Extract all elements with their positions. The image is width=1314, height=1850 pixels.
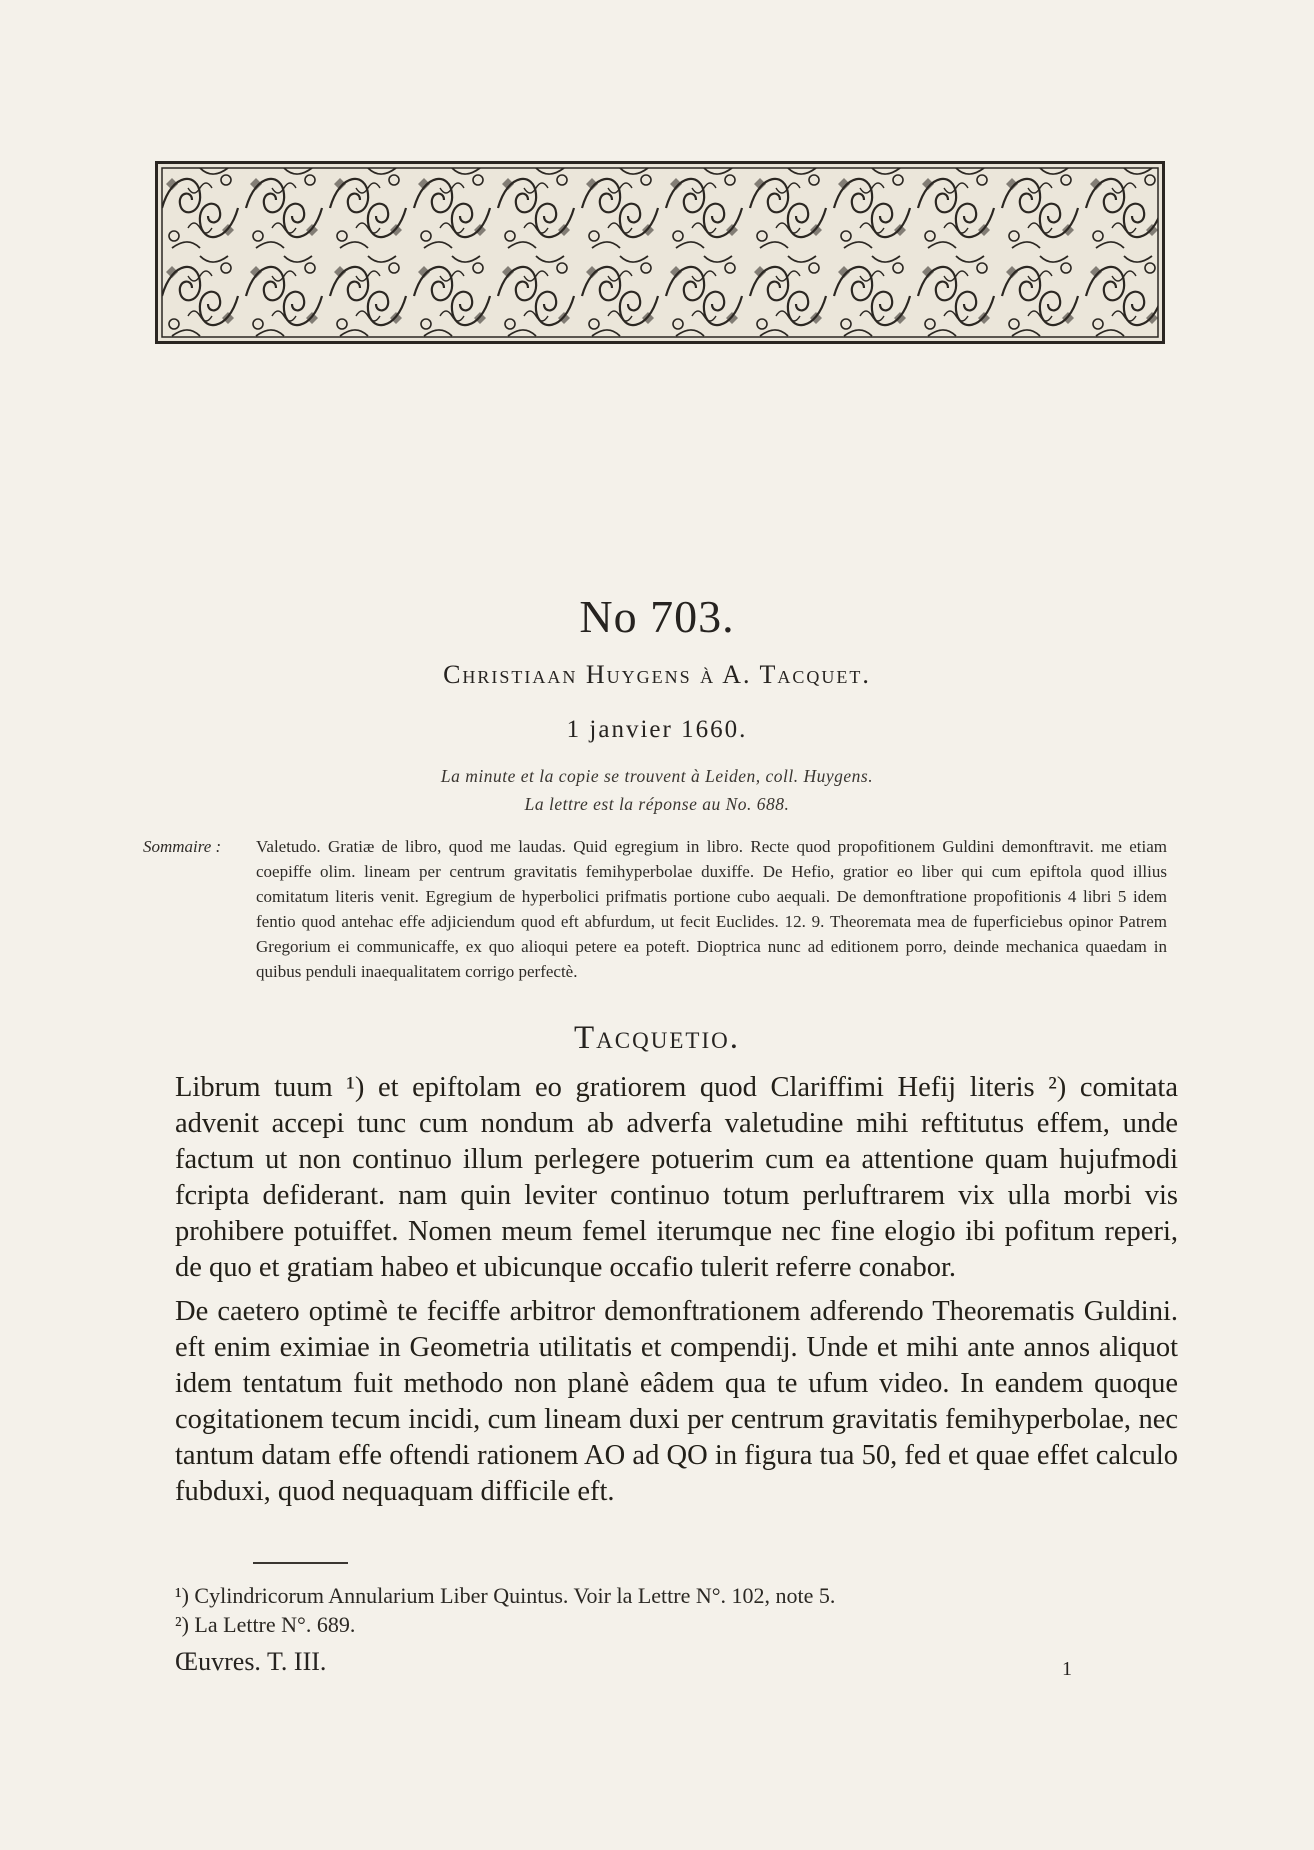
footnote-2: ²) La Lettre N°. 689. xyxy=(175,1612,356,1637)
source-note-line-1: La minute et la copie se trouvent à Leiden, coll. Huygens. xyxy=(440,766,874,786)
summary-text: Valetudo. Gratiæ de libro, quod me laudas. Quid egregium in libro. Recte quod propofitionem Guldini demonftravit. me etiam coepiffe olim. lineam per centrum gravitatis femihyperbolae duxiffe. De Hefio, gratior eo liber qui cum epiftola quod illius comitatum literis venit. Egregium de hyperbolici prifmatis portione cubo aequali. De demonftratione propofitionis 4 libri 5 idem fentio quod antehac effe adjiciendum quod eft abfurdum, ut fecit Euclides. 12. 9. Theoremata mea de fuperficiebus opinor Patrem Gregorium ei communicaffe, ex quo alioqui petere ea poteft. Dioptrica nunc ad editionem porro, deinde mechanica quaedam in quibus penduli inaequalitatem corrigo perfectè. xyxy=(256,837,1167,981)
summary-block xyxy=(143,834,1167,984)
source-note-line-2: La lettre est la réponse au No. 688. xyxy=(524,794,790,814)
addressee-heading: Tacquetio. xyxy=(574,1020,740,1056)
letter-heading: Christiaan Huygens à A. Tacquet. xyxy=(443,660,871,689)
volume-label: Œuvres. T. III. xyxy=(175,1647,327,1676)
letter-body xyxy=(175,1070,1178,1510)
ornament-pattern-icon xyxy=(158,164,1162,341)
footnote-divider xyxy=(253,1562,348,1564)
footnote-1: ¹) Cylindricorum Annularium Liber Quintus. Voir la Lettre N°. 102, note 5. xyxy=(175,1583,836,1608)
page-number: 1 xyxy=(1062,1658,1072,1680)
letter-number: No 703. xyxy=(579,591,735,642)
decorative-header-band xyxy=(155,161,1165,344)
body-paragraph-1: Librum tuum ¹) et epiftolam eo gratiorem quod Clariffimi Hefij literis ²) comitata advenit accepi tunc cum nondum ab adverfa valetudine mihi reftitutus effem, unde factum ut non continuo illum perlegere potuerim cum ea attentione quam hujufmodi fcripta defiderant. nam quin leviter continuo totum perluftrarem vix ulla morbi vis prohibere potuiffet. Nomen meum femel iterumque nec fine elogio ibi pofitum reperi, de quo et gratiam habeo et ubicunque occafio tulerit referre conabor. xyxy=(175,1072,1178,1283)
body-paragraph-2: De caetero optimè te feciffe arbitror demonftrationem adferendo Theorematis Guldini. eft enim eximiae in Geometria utilitatis et compendij. Unde et mihi ante annos aliquot idem tentatum fuit methodo non planè eâdem qua te ufum video. In eandem quoque cogitationem tecum incidi, cum lineam duxi per centrum gravitatis femihyperbolae, nec tantum datam effe oftendi rationem AO ad QO in figura tua 50, fed et quae effet calculo fubduxi, quod nequaquam difficile eft. xyxy=(175,1296,1178,1507)
letter-date: 1 janvier 1660. xyxy=(566,716,748,743)
summary-label: Sommaire : xyxy=(143,837,222,856)
